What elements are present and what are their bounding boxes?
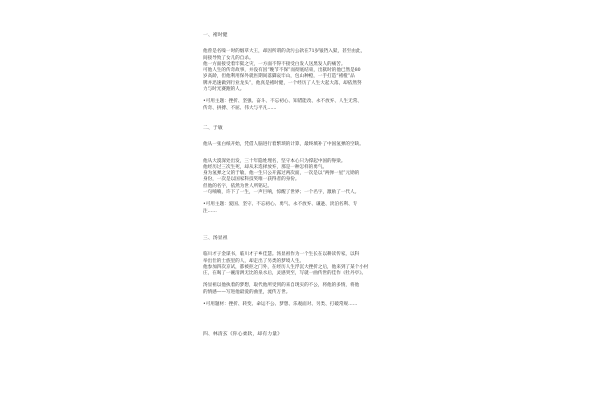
paragraph-line: 岁高龄，但他利用保外就医期间落脚哀牢山，包山种橙，一手打造“褚橙”品 xyxy=(203,74,355,80)
section-lin-qingxuan xyxy=(203,332,413,338)
section-heading: 一、褚时健 xyxy=(203,33,228,38)
section-heading: 四、林清玄《你心柔软，却有力量》 xyxy=(203,332,283,337)
paragraph-line: 身份，一次是以国家科技奖唯一获得者的身份。 xyxy=(203,177,300,183)
theme-list-continued: 注…… xyxy=(203,208,217,214)
section-heading: 三、汤显祖 xyxy=(203,236,228,241)
theme-list: •可用题材：挫折、转变、命运不公、梦想、乐观面对、另类、打破常规…… xyxy=(203,302,358,308)
section-chu-shijian xyxy=(203,33,413,112)
paragraph-line: 但他的名字，依然为世人所铭记。 xyxy=(203,183,272,189)
paragraph-line: 间接导致了女儿的自杀。 xyxy=(203,55,254,61)
theme-list-continued: 传奇、拼搏、不屈、伟大与平凡…… xyxy=(203,105,277,111)
section-tang-xianzu xyxy=(203,236,413,308)
paragraph-line: 牌并迅速做到行业龙头”，他真是褚时健，一个经历了人生大起大落，却依然努 xyxy=(203,80,362,86)
paragraph-line: 举出仕的士族里的人，却走出了另类的梦境人生。 xyxy=(203,258,305,264)
paragraph-line: 身为氢弹之父的于敏，他一生只公开露过两次面，一次是以“两弹一星”元勋的 xyxy=(203,171,360,177)
paragraph-line: 力与时光赛跑的人。 xyxy=(203,87,245,93)
paragraph-line: 他经历过三次生死，却从未选择放弃，那是一种怎样的勇气。 xyxy=(203,164,328,170)
paragraph-line: 庄，在喝了一碗清洌无比的泉水后，灵感突至，写就一曲传世的佳作《牡丹亭》。 xyxy=(203,271,367,277)
paragraph-line: 他曾是名噪一时的烟草大王，却因所谓的贪污公款在71岁锒铛入狱，甚至由此， xyxy=(203,49,366,55)
section-heading: 二、于敏 xyxy=(203,126,223,131)
theme-list: •可用主题：挫折、坚强、奋斗、不忘初心、知错能改、永不放弃、人生无常、 xyxy=(203,99,362,105)
paragraph-line: 一句喃喃，许下了一生，一声巨响，惊醒了世界；一个名字，激励了一代人。 xyxy=(203,190,360,196)
paragraph-line: 他从一张白纸开始，凭借人脑进行着繁琐的计算，最终填补了中国氢弹的空缺。 xyxy=(203,142,364,148)
paragraph-line: 临川才子金谋书，临川才子乡佳慧。汤显祖作为一个生长在以耕读传家，以科 xyxy=(203,252,360,258)
paragraph-line: 他一方面接受着牢狱之灾，一方面不得不接受白发人送黑发人的痛苦。 xyxy=(203,61,346,67)
section-yu-min xyxy=(203,126,413,215)
paragraph-line: 他从大漠深处出发，三十年隐姓埋名，坚守本心只为撑起中国的脊梁。 xyxy=(203,158,346,164)
paragraph-line: 的情感——写进他最爱的曲里，流传万世。 xyxy=(203,289,291,295)
paragraph-line: 他参加四次京试，都被拒之门外，在经历人生浮沉大挫折之后，他来到了某个小村 xyxy=(203,264,369,270)
paragraph-line: 汤显祖以他执着的梦想，取代他所受到的来自现实的不公，将他的多情，将他 xyxy=(203,283,360,289)
paragraph-line: 可他人生的传奇故事，并没有因“晚节不保”而彻底结束，出狱时的他已然是80 xyxy=(203,68,361,74)
theme-list: •可用主题：爱国、坚守、不忘初心、勇气、永不放弃、谦逊、淡泊名利、专 xyxy=(203,202,358,208)
